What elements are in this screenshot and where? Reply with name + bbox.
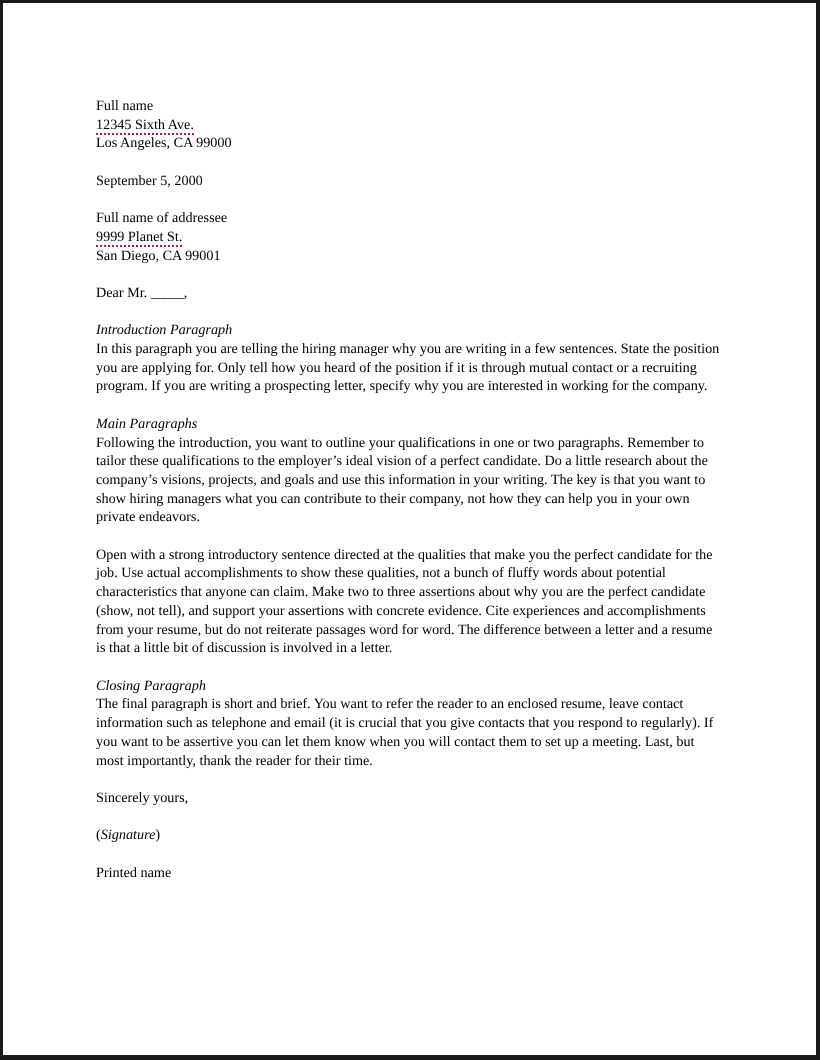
spacer-after-date	[96, 191, 721, 210]
salutation-suffix: ,	[183, 284, 188, 301]
salutation-line	[96, 284, 721, 303]
recipient-address-block	[96, 209, 721, 265]
section-main-paragraph-1: Following the introduction, you want to outline your qualifications in one or two paragraphs. Remember to tailor these qualifications to the employer’s ideal vision of a perfect candidate. Do a little research about the company’s visions, projects, and goals and use this information in your writing. The key is that you want to show hiring managers what you can contribute to their company, not how they can help you in your own private endeavors.	[96, 434, 708, 526]
valediction-block	[96, 789, 721, 808]
sender-street: 12345 Sixth Ave.	[96, 116, 194, 133]
signature-line	[96, 826, 721, 845]
salutation-prefix: Dear Mr.	[96, 284, 151, 301]
section-closing-paragraph-1: The final paragraph is short and brief. You want to refer the reader to an enclosed resume, leave contact information such as telephone and email (it is crucial that you give contacts that you respond to regularly). If you want to be assertive you can let them know when you will contact them to set up a meeting. Last, but most importantly, thank the reader for their time.	[96, 696, 714, 769]
recipient-street-line	[96, 228, 721, 247]
section-heading-closing: Closing Paragraph	[96, 677, 206, 694]
section-main-continued	[96, 546, 721, 658]
letter-date-block	[96, 172, 721, 191]
recipient-city-state-zip: San Diego, CA 99001	[96, 247, 221, 264]
signature-close-paren: )	[155, 827, 161, 844]
signature-block	[96, 826, 721, 845]
salutation-blank: _____	[150, 284, 184, 301]
section-main-paragraph-2: Open with a strong introductory sentence directed at the qualities that make you the perfect candidate for the job. Use actual accomplishments to show these qualities, not a bunch of fluffy words about potential characteristics that anyone can claim. Make two to three assertions about why you are the perfect candidate (show, not tell), and support your assertions with concrete evidence. Cite experiences and accomplishments from your resume, but do not reiterate passages word for word. The difference between a letter and a resume is that a little bit of discussion is involved in a letter.	[96, 546, 713, 657]
printed-name-block	[96, 864, 721, 883]
salutation-block	[96, 284, 721, 303]
spacer-after-main	[96, 658, 721, 677]
recipient-street: 9999 Planet St.	[96, 228, 183, 245]
recipient-name: Full name of addressee	[96, 210, 228, 227]
spacer-after-sender	[96, 153, 721, 172]
printed-name: Printed name	[96, 864, 172, 881]
spacer-after-introduction	[96, 396, 721, 415]
valediction: Sincerely yours,	[96, 789, 189, 806]
sender-name: Full name	[96, 98, 154, 114]
section-introduction	[96, 321, 721, 396]
signature-open-paren: (	[96, 827, 101, 844]
spacer-after-signature	[96, 845, 721, 864]
spacer-between-main-paragraphs	[96, 527, 721, 546]
section-closing	[96, 677, 721, 771]
sender-address-block	[96, 97, 721, 153]
section-introduction-paragraph-1: In this paragraph you are telling the hiring manager why you are writing in a few sentences. State the position you are applying for. Only tell how you heard of the position if it is through mutual contact or a recruiting program. If you are writing a prospecting letter, specify why you are interested in working for the company.	[96, 341, 720, 395]
section-main	[96, 415, 721, 527]
spacer-after-closing	[96, 770, 721, 789]
section-heading-main: Main Paragraphs	[96, 415, 198, 432]
spacer-after-valediction	[96, 808, 721, 827]
letter-body	[96, 97, 721, 882]
sender-city-state-zip: Los Angeles, CA 99000	[96, 135, 232, 152]
sender-street-line	[96, 116, 721, 135]
signature-label: Signature	[100, 827, 156, 844]
letter-date: September 5, 2000	[96, 172, 203, 189]
section-heading-introduction: Introduction Paragraph	[96, 322, 233, 339]
spacer-after-salutation	[96, 303, 721, 322]
spacer-after-recipient	[96, 265, 721, 284]
